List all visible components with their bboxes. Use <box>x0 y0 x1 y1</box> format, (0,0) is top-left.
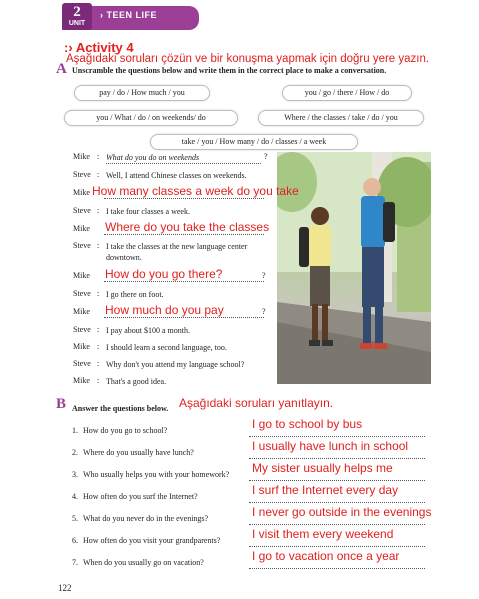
written-answer: I go to school by bus <box>252 417 363 431</box>
question-number: 7. <box>72 558 78 567</box>
students-photo-illustration <box>277 152 431 384</box>
speaker-colon: : <box>97 241 100 250</box>
written-answer: I never go outside in the evenings <box>252 505 432 519</box>
speaker-name: Steve <box>73 325 91 334</box>
scrambled-question: you / go / there / How / do <box>282 85 412 101</box>
question-number: 4. <box>72 492 78 501</box>
question-number: 5. <box>72 514 78 523</box>
dialogue-line: That's a good idea. <box>106 377 167 386</box>
answer-line <box>104 281 264 282</box>
speaker-name: Mike <box>73 224 90 233</box>
section-b-letter: B <box>56 396 67 412</box>
speaker-colon: : <box>97 289 100 298</box>
unit-number: 2 <box>73 4 81 20</box>
dialogue-line: I take the classes at the new language center downtown. <box>106 242 248 262</box>
question-text: Where do you usually have lunch? <box>83 448 194 457</box>
question-text: How often do you visit your grandparents? <box>83 536 221 545</box>
unit-title <box>100 10 157 20</box>
speaker-colon: : <box>97 170 100 179</box>
question-number: 1. <box>72 426 78 435</box>
dialogue-line: I take four classes a week. <box>106 207 190 216</box>
section-a-letter: A <box>56 61 67 77</box>
speaker-name: Steve <box>73 241 91 250</box>
answer-line <box>104 317 264 318</box>
page-number: 122 <box>58 583 72 593</box>
written-answer: I go to vacation once a year <box>252 549 400 563</box>
speaker-name: Mike <box>73 152 90 161</box>
scrambled-question: Where / the classes / take / do / you <box>258 110 424 126</box>
dialogue-line: I pay about $100 a month. <box>106 326 190 335</box>
dialogue-line: Why don't you attend my language school? <box>106 360 245 369</box>
question-text: When do you usually go on vacation? <box>83 558 204 567</box>
dialogue-line: Well, I attend Chinese classes on weekends. <box>106 171 247 180</box>
section-b-instruction: Answer the questions below. <box>72 404 169 413</box>
answer-line <box>249 546 425 547</box>
students-photo <box>277 152 431 384</box>
scrambled-question: pay / do / How much / you <box>74 85 210 101</box>
chevron-right-icon: :› <box>64 40 73 55</box>
written-answer: How much do you pay <box>105 303 224 317</box>
chevron-right-icon: › <box>100 10 104 20</box>
answer-line <box>104 198 264 199</box>
written-answer: My sister usually helps me <box>252 461 393 475</box>
written-answer: Where do you take the classes <box>105 220 270 234</box>
activity-title-text: Activity 4 <box>75 40 134 55</box>
speaker-name: Steve <box>73 170 91 179</box>
written-answer: I visit them every weekend <box>252 527 394 541</box>
question-mark: ? <box>262 271 266 280</box>
dialogue-line: I go there on foot. <box>106 290 164 299</box>
answer-line <box>249 524 425 525</box>
written-answer: How many classes a week do you take <box>92 184 299 198</box>
answer-line <box>249 480 425 481</box>
question-number: 3. <box>72 470 78 479</box>
speaker-name: Mike <box>73 376 90 385</box>
written-answer: I surf the Internet every day <box>252 483 399 497</box>
speaker-colon: : <box>97 342 100 351</box>
speaker-name: Mike <box>73 271 90 280</box>
speaker-name: Mike <box>73 307 90 316</box>
activity-instruction-tr: Aşağıdaki soruları çözün ve bir konuşma yapmak için doğru yere yazın. <box>66 53 430 65</box>
answer-line <box>249 568 425 569</box>
speaker-name: Mike <box>73 342 90 351</box>
answer-line <box>104 234 264 235</box>
speaker-name: Steve <box>73 359 91 368</box>
question-mark: ? <box>262 307 266 316</box>
dialogue-line: I should learn a second language, too. <box>106 343 227 352</box>
question-text: How often do you surf the Internet? <box>83 492 198 501</box>
answer-line <box>249 436 425 437</box>
unit-title-text: TEEN LIFE <box>106 10 158 20</box>
speaker-colon: : <box>97 206 100 215</box>
question-number: 6. <box>72 536 78 545</box>
answer-line <box>249 458 425 459</box>
answer-line <box>249 502 425 503</box>
question-number: 2. <box>72 448 78 457</box>
speaker-colon: : <box>97 359 100 368</box>
speaker-name: Steve <box>73 289 91 298</box>
question-text: How do you go to school? <box>83 426 168 435</box>
speaker-colon: : <box>97 376 100 385</box>
written-answer: How do you go there? <box>105 267 223 281</box>
question-text: What do you never do in the evenings? <box>83 514 209 523</box>
scrambled-question: you / What / do / on weekends/ do <box>64 110 238 126</box>
written-answer: I usually have lunch in school <box>252 439 409 453</box>
example-answer: What do you do on weekends <box>106 152 261 164</box>
section-a-instruction: Unscramble the questions below and write them in the correct place to make a conversation. <box>72 66 387 75</box>
speaker-name: Mike <box>73 188 90 197</box>
question-mark: ? <box>264 152 268 161</box>
speaker-name: Steve <box>73 206 91 215</box>
unit-badge <box>62 3 92 30</box>
scrambled-question: take / you / How many / do / classes / a week <box>150 134 358 150</box>
question-text: Who usually helps you with your homework? <box>83 470 230 479</box>
section-b-instruction-tr: Aşağıdaki soruları yanıtlayın. <box>179 396 334 410</box>
speaker-colon: : <box>97 152 100 161</box>
speaker-colon: : <box>97 325 100 334</box>
unit-label: UNIT <box>68 20 86 27</box>
